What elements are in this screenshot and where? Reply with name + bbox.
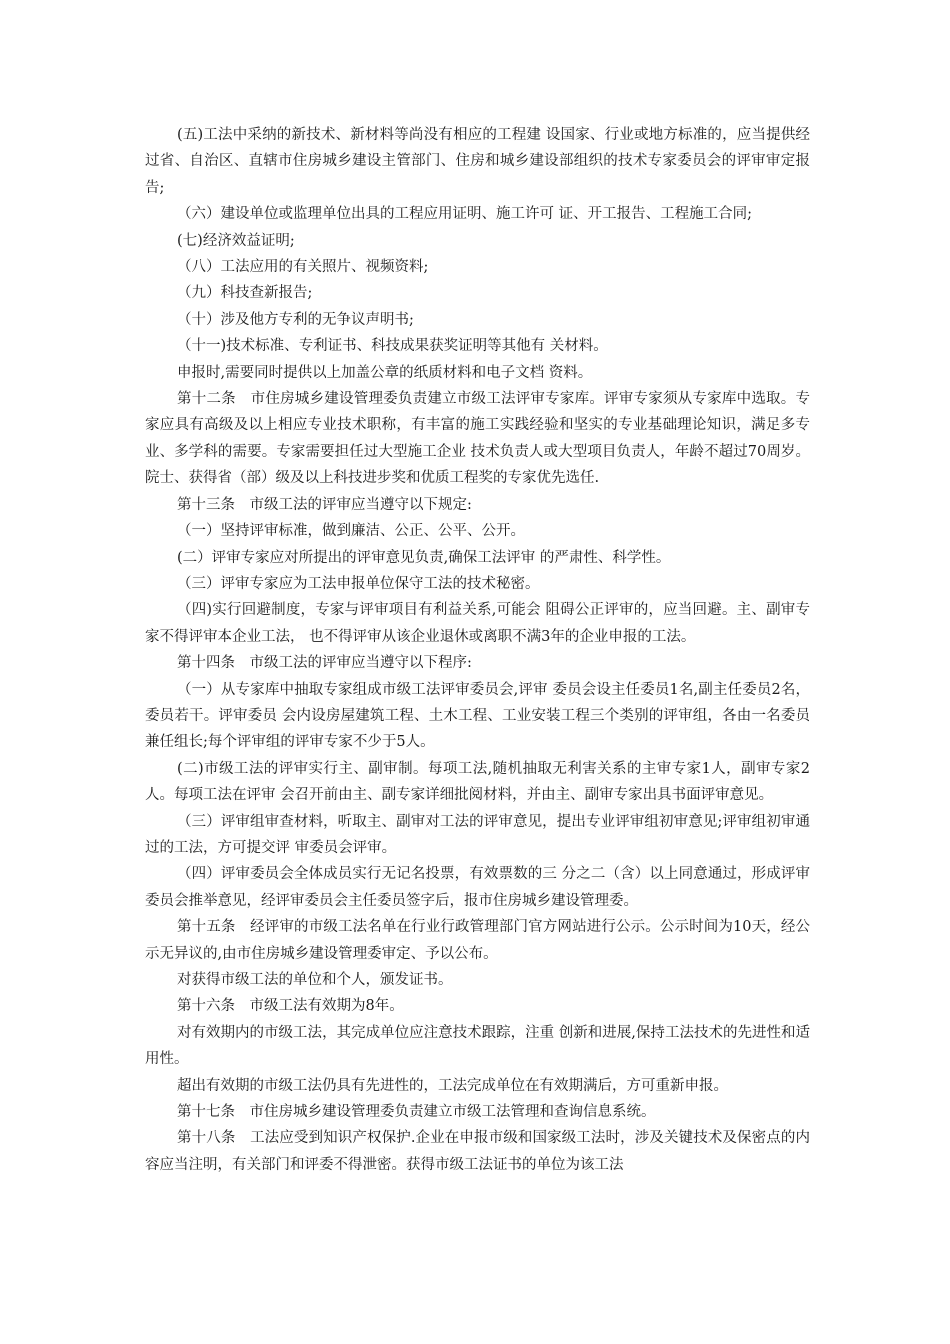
paragraph-7-economic-benefit: (七)经济效益证明; [177, 232, 295, 249]
paragraph-5-standards-report: (五)工法中采纳的新技术、新材料等尚没有相应的工程建 设国家、行业或地方标准的，应当提供经过省、自治区、直辖市住房城乡建设主管部门、住房和城乡建设部组织的技术专家委员会的评审审定报告; [145, 127, 810, 196]
article-14: 第十四条 市级工法的评审应当遵守以下程序: [177, 655, 472, 672]
article-16: 第十六条 市级工法有效期为8年。 [177, 998, 404, 1015]
article-12: 第十二条 市住房城乡建设管理委负责建立市级工法评审专家库。评审专家须从专家库中选取。专家应具有高级及以上相应专业技术职称，有丰富的施工实践经验和坚实的专业基础理论知识，满足多专业、多学科的需要。专家需要担任过大型施工企业 技术负责人或大型项目负责人，年龄不超过70周岁。院士、获得省（部）级及以上科技进步奖和优质工程奖的专家优先选任. [145, 391, 810, 487]
article-13: 第十三条 市级工法的评审应当遵守以下规定: [177, 496, 472, 513]
article-13-item-2: (二）评审专家应对所提出的评审意见负责,确保工法评审 的严肃性、科学性。 [177, 549, 671, 566]
article-14-item-1: （一）从专家库中抽取专家组成市级工法评审委员会,评审 委员会设主任委员1名,副主任委员2名，委员若干。评审委员 会内设房屋建筑工程、土木工程、工业安装工程三个类别的评审组，各由一名委员兼任组长;每个评审组的评审专家不少于5人。 [145, 681, 810, 751]
document-body [145, 122, 810, 1178]
paragraph-9-novelty-search: （九）科技查新报告; [177, 285, 313, 302]
paragraph-11-other-materials: （十一)技术标准、专利证书、科技成果获奖证明等其他有 关材料。 [177, 338, 608, 355]
article-15: 第十五条 经评审的市级工法名单在行业行政管理部门官方网站进行公示。公示时间为10天，经公示无异议的,由市住房城乡建设管理委审定、予以公布。 [145, 919, 810, 962]
paragraph-6-application-proof: （六）建设单位或监理单位出具的工程应用证明、施工许可 证、开工报告、工程施工合同; [177, 206, 752, 223]
article-14-item-2: (二)市级工法的评审实行主、副审制。每项工法,随机抽取无利害关系的主审专家1人，副审专家2人。每项工法在评审 会召开前由主、副专家详细批阅材料，并由主、副审专家出具书面评审意见。 [145, 760, 810, 804]
article-16-tracking: 对有效期内的市级工法，其完成单位应注意技术跟踪，注重 创新和进展,保持工法技术的先进性和适用性。 [145, 1024, 810, 1068]
article-18: 第十八条 工法应受到知识产权保护.企业在申报市级和国家级工法时，涉及关键技术及保密点的内容应当注明，有关部门和评委不得泄密。获得市级工法证书的单位为该工法 [145, 1130, 810, 1173]
paragraph-8-photos-videos: （八）工法应用的有关照片、视频资料; [177, 259, 429, 276]
article-16-resubmission: 超出有效期的市级工法仍具有先进性的，工法完成单位在有效期满后，方可重新申报。 [177, 1077, 728, 1094]
article-17: 第十七条 市住房城乡建设管理委负责建立市级工法管理和查询信息系统。 [177, 1104, 656, 1121]
article-13-item-4: （四)实行回避制度，专家与评审项目有利益关系,可能会 阻碍公正评审的，应当回避。主、副审专家不得评审本企业工法， 也不得评审从该企业退休或离职不满3年的企业申报的工法。 [145, 602, 810, 645]
article-13-item-3: （三）评审专家应为工法申报单位保守工法的技术秘密。 [177, 575, 540, 592]
article-13-item-1: （一）坚持评审标准，做到廉洁、公正、公平、公开。 [177, 523, 525, 540]
paragraph-submission-note: 申报时,需要同时提供以上加盖公章的纸质材料和电子文档 资料。 [177, 364, 593, 381]
article-15-certificate: 对获得市级工法的单位和个人，颁发证书。 [177, 972, 453, 988]
article-14-item-4: （四）评审委员会全体成员实行无记名投票，有效票数的三 分之二（含）以上同意通过，形成评审委员会推举意见，经评审委员会主任委员签字后，报市住房城乡建设管理委。 [145, 866, 810, 909]
article-14-item-3: （三）评审组审查材料，听取主、副审对工法的评审意见，提出专业评审组初审意见;评审组初审通过的工法，方可提交评 审委员会评审。 [145, 813, 810, 856]
paragraph-10-patent-statement: （十）涉及他方专利的无争议声明书; [177, 311, 414, 328]
